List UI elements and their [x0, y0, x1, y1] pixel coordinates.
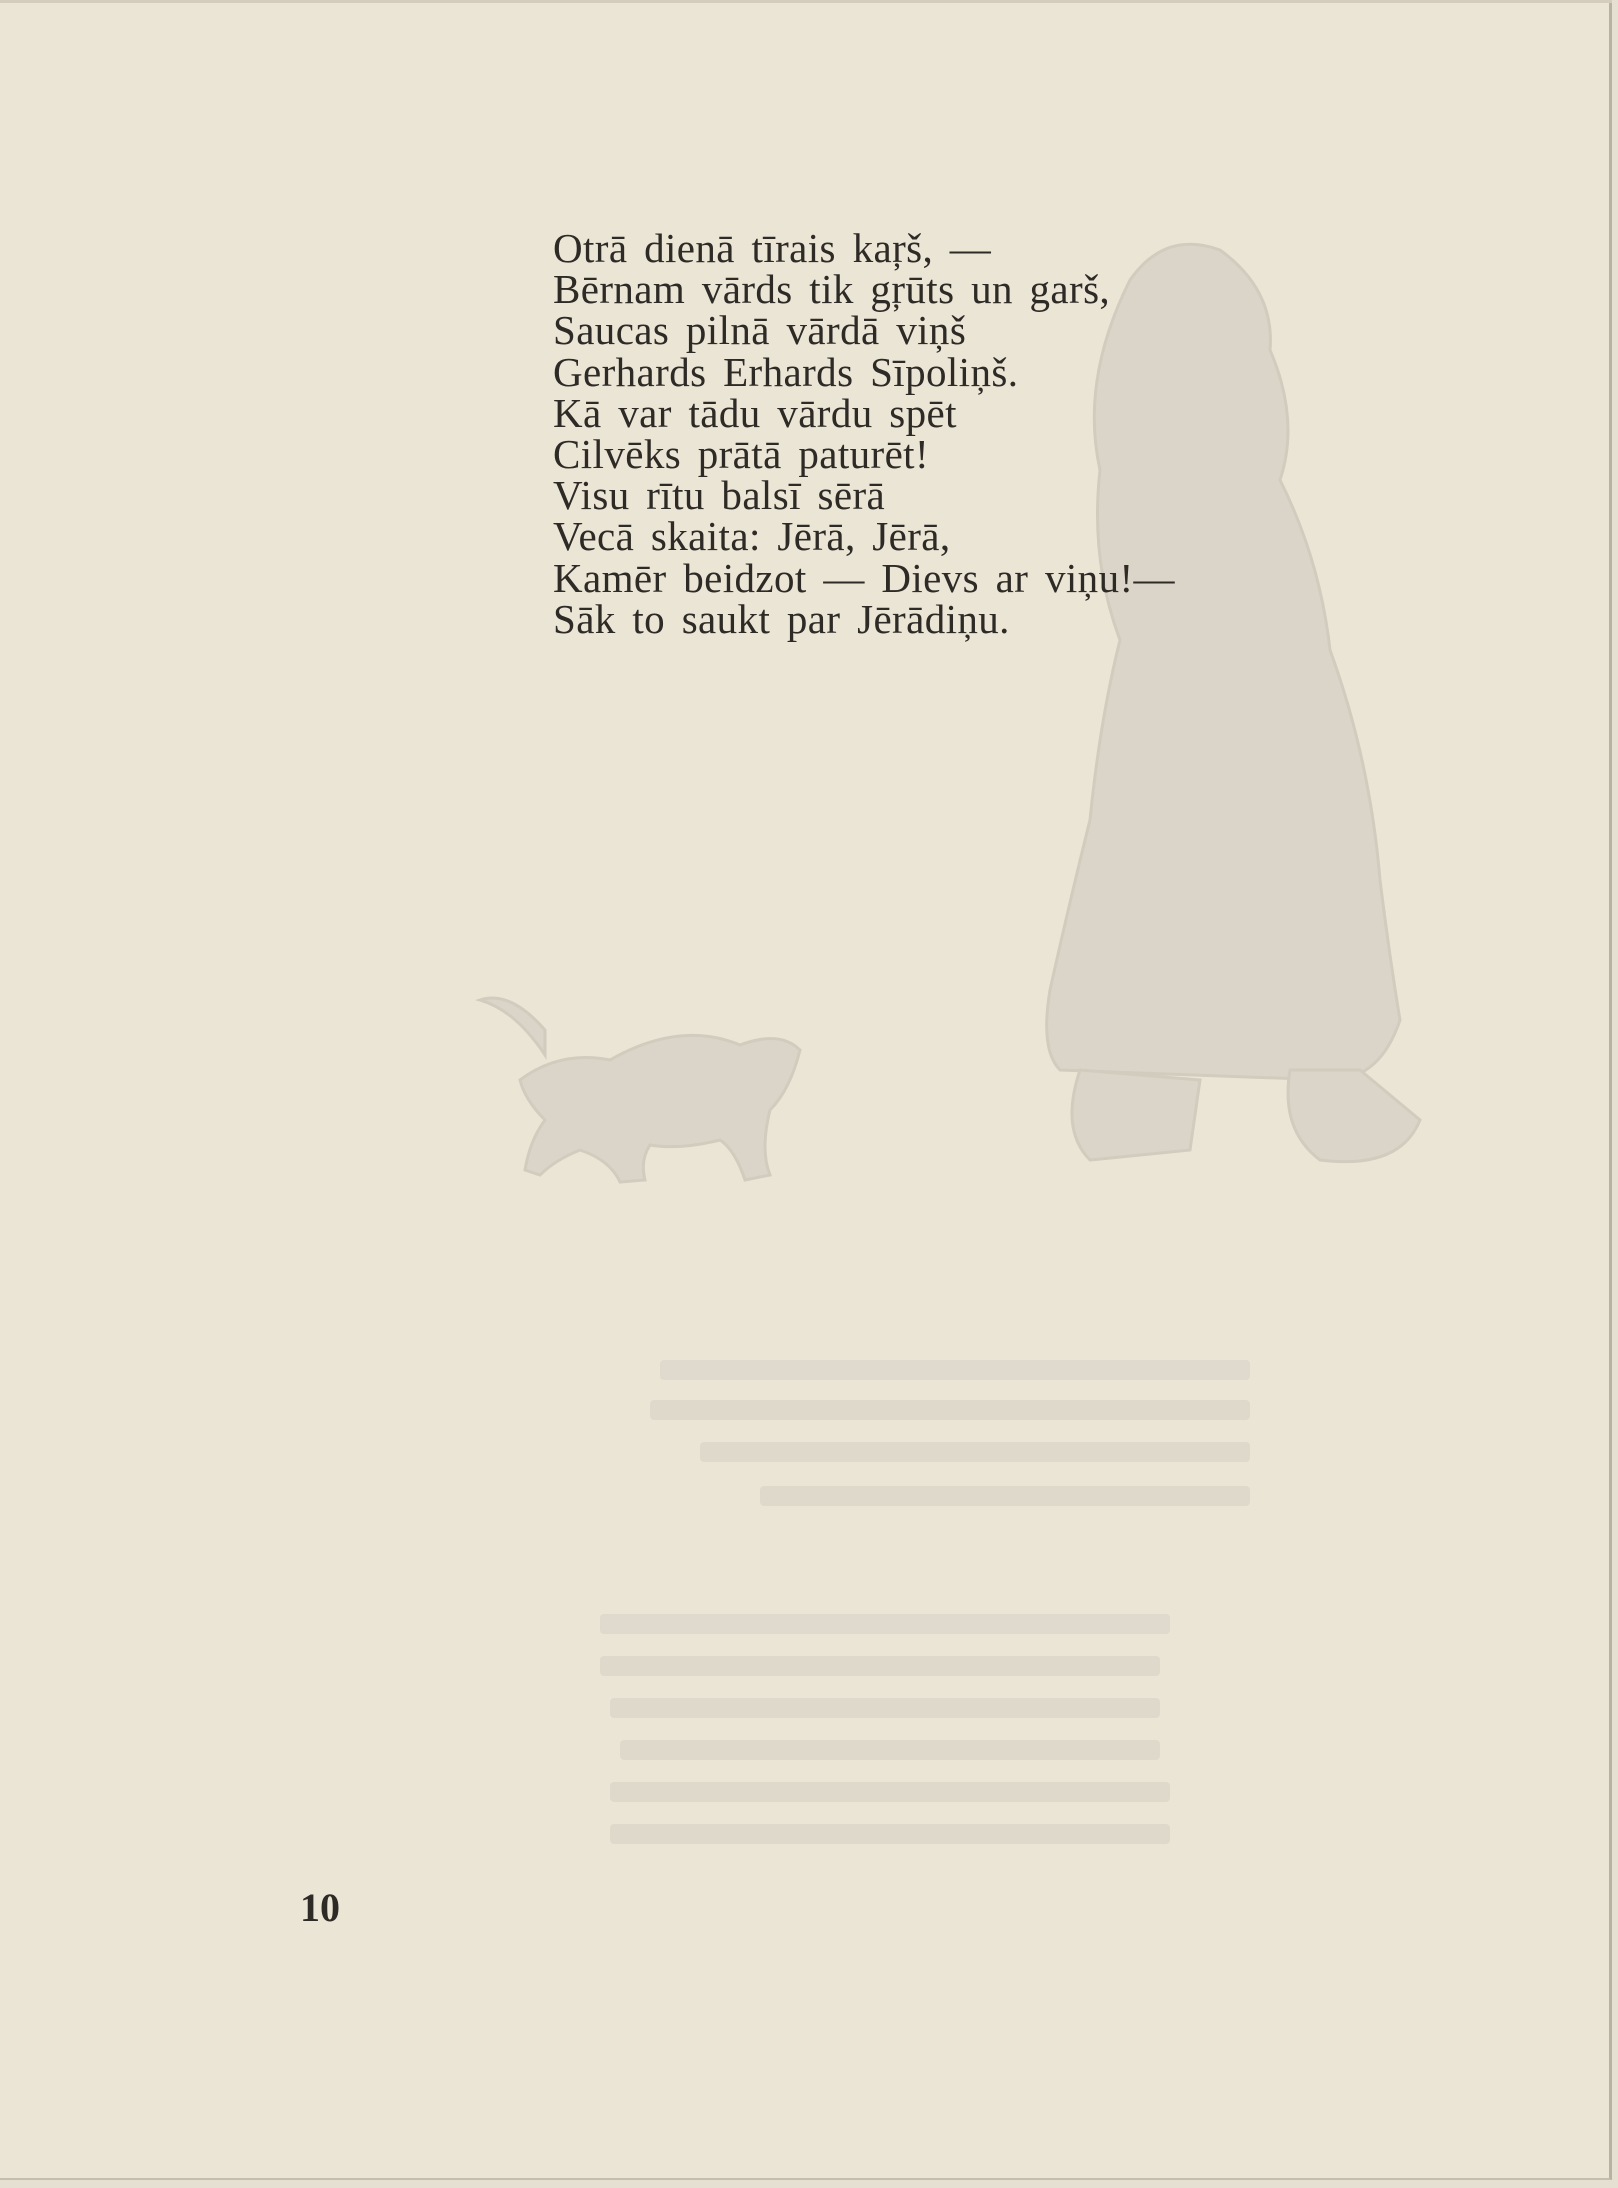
poem-line: Saucas pilnā vārdā viņš	[553, 307, 967, 354]
poem-line: Kamēr beidzot — Dievs ar viņu!—	[553, 554, 1175, 601]
poem-line: Kā var tādu vārdu spēt	[553, 389, 957, 436]
page-number: 10	[300, 1885, 340, 1930]
poem-line: Gerhards Erhards Sīpoliņš.	[553, 348, 1019, 395]
poem-line: Otrā dienā tīrais kaŗš, —	[553, 225, 992, 271]
poem-line: Sāk to saukt par Jērādiņu.	[553, 595, 1010, 642]
poem-line: Visu rītu balsī sērā	[553, 472, 886, 519]
poem-line: Cilvēks prātā paturēt!	[553, 431, 930, 478]
poem-line: Bērnam vārds tik gŗūts un garš,	[553, 266, 1111, 313]
poem-line: Vecā skaita: Jērā, Jērā,	[553, 513, 951, 560]
poem-stanza	[553, 225, 1175, 642]
